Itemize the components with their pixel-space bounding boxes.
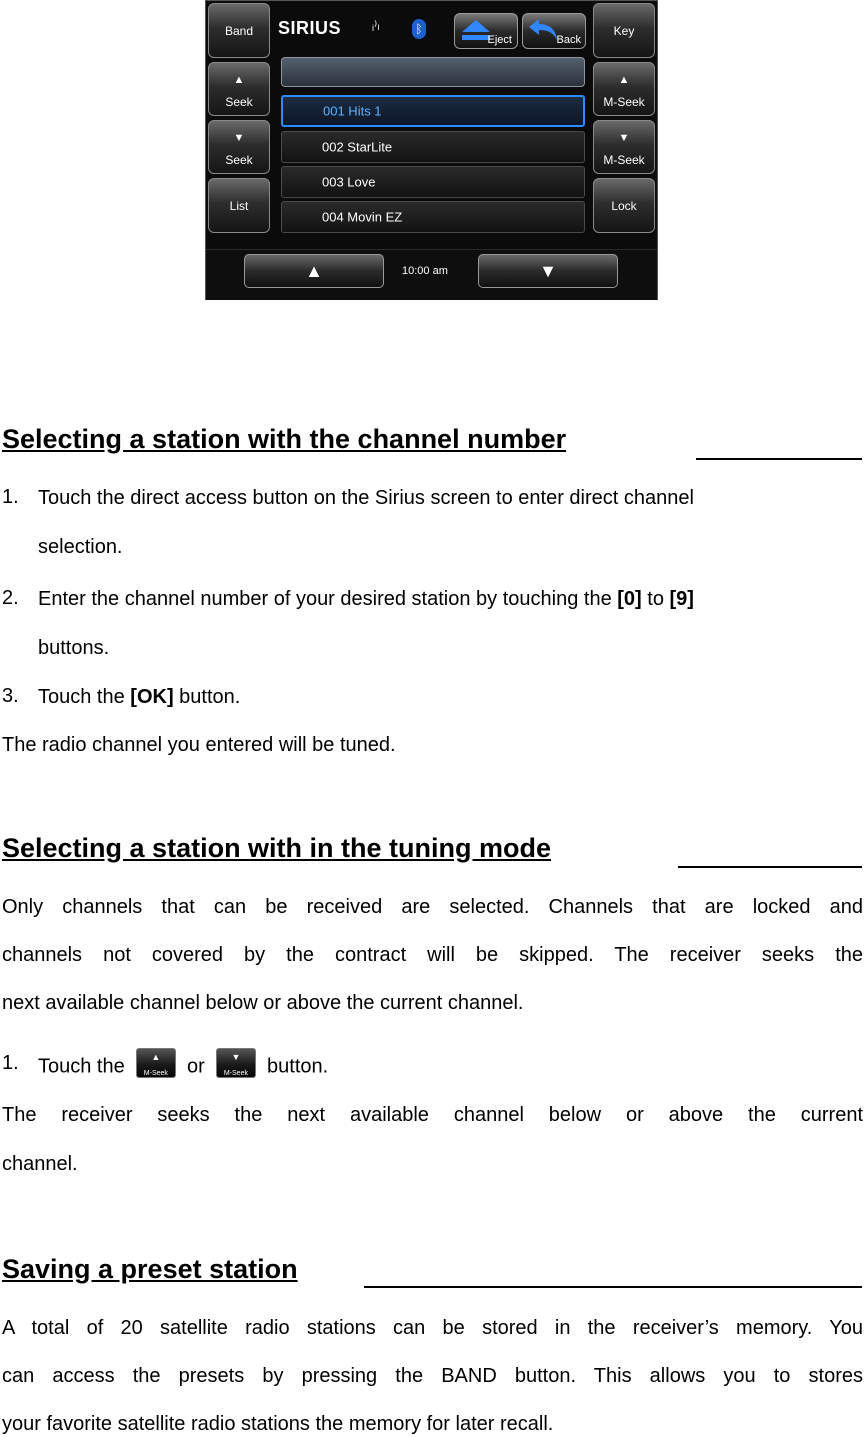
text-run: or <box>186 1055 205 1078</box>
text-run: button. <box>173 686 241 708</box>
up-arrow-icon: ▲ <box>233 74 245 86</box>
m-seek-up-label: M-Seek <box>603 95 645 109</box>
step-number: 1. <box>2 1052 19 1074</box>
up-arrow-icon: ▲ <box>151 1052 161 1062</box>
m-seek-down-icon <box>216 1048 256 1078</box>
down-arrow-icon: ▼ <box>539 261 557 281</box>
direct-access-bar[interactable] <box>281 57 585 87</box>
result-line: channel. <box>2 1153 78 1175</box>
clock: 10:00 am <box>402 265 448 277</box>
paragraph-line: A total of 20 satellite radio stations can be stored in the receiver’s memory. You <box>2 1317 863 1339</box>
step-number: 1. <box>2 486 19 508</box>
back-button[interactable] <box>522 13 586 49</box>
result-text: The radio channel you entered will be tuned. <box>2 734 396 756</box>
step-text: Touch the direct access button on the Sirius screen to enter direct channel <box>38 487 694 509</box>
seek-up-button[interactable] <box>208 62 270 116</box>
down-arrow-icon: ▼ <box>233 132 245 144</box>
section-heading-channel-number: Selecting a station with the channel number <box>2 424 567 454</box>
paragraph-line: your favorite satellite radio stations the memory for later recall. <box>2 1413 554 1435</box>
m-seek-down-label: M-Seek <box>603 153 645 167</box>
channel-label: 001 Hits 1 <box>323 103 382 119</box>
step-text <box>38 1052 328 1082</box>
step-text: selection. <box>38 536 123 558</box>
paragraph-line: next available channel below or above the current channel. <box>2 992 524 1014</box>
sirius-screen-screenshot <box>205 0 658 300</box>
seek-down-label: Seek <box>225 153 253 167</box>
result-line: The receiver seeks the next available channel below or above the current <box>2 1104 863 1126</box>
m-seek-down-button[interactable] <box>593 120 655 174</box>
step-text: buttons. <box>38 637 110 659</box>
text-run: button. <box>267 1055 329 1078</box>
bold-key: [9] <box>669 588 694 610</box>
text-run: Enter the channel number of your desired station by touching the <box>38 588 618 610</box>
text-run: to <box>641 588 670 610</box>
step-number: 3. <box>2 685 19 707</box>
step-number: 2. <box>2 587 19 609</box>
back-arrow-icon <box>527 17 559 43</box>
heading-rule <box>696 458 862 460</box>
channel-item[interactable] <box>281 95 585 127</box>
heading-rule <box>364 1286 862 1288</box>
eject-label: Eject <box>487 34 512 46</box>
up-arrow-icon: ▲ <box>618 74 630 86</box>
icon-label: M-Seek <box>143 1070 168 1077</box>
seek-up-label: Seek <box>225 95 253 109</box>
paragraph-line: Only channels that can be received are selected. Channels that are locked and <box>2 896 863 918</box>
back-label: Back <box>556 34 581 46</box>
paragraph-line: channels not covered by the contract will be skipped. The receiver seeks the <box>2 944 863 966</box>
key-button-label: Key <box>613 23 635 38</box>
section-heading-saving-preset: Saving a preset station <box>2 1254 298 1284</box>
signal-icon: ᵢ⁾ₗ <box>372 18 380 33</box>
eject-button[interactable] <box>454 13 518 49</box>
source-title: SIRIUS <box>278 18 342 38</box>
bold-key: [OK] <box>130 686 174 708</box>
eject-icon <box>461 19 491 41</box>
paragraph-line: can access the presets by pressing the BAND button. This allows you to stores <box>2 1365 863 1387</box>
icon-label: M-Seek <box>223 1070 248 1077</box>
down-arrow-icon: ▼ <box>618 132 630 144</box>
channel-label: 004 Movin EZ <box>322 209 403 225</box>
key-button[interactable] <box>593 3 655 58</box>
bluetooth-icon: ᛒ <box>412 19 426 39</box>
channel-label: 002 StarLite <box>322 139 393 155</box>
text-run: Touch the <box>38 686 131 708</box>
band-button-label: Band <box>224 23 254 38</box>
channel-item[interactable] <box>281 166 585 198</box>
channel-item[interactable] <box>281 131 585 163</box>
channel-item[interactable] <box>281 201 585 233</box>
up-arrow-icon: ▲ <box>305 261 323 281</box>
list-button[interactable] <box>208 178 270 233</box>
bold-key: [0] <box>617 588 642 610</box>
step-text <box>38 685 240 709</box>
lock-button-label: Lock <box>611 198 637 213</box>
step-text <box>38 587 694 611</box>
seek-down-button[interactable] <box>208 120 270 174</box>
section-heading-tuning-mode: Selecting a station with in the tuning mode <box>2 833 552 863</box>
text-run: Touch the <box>38 1055 125 1078</box>
page-up-button[interactable] <box>244 254 384 288</box>
channel-label: 003 Love <box>322 174 376 190</box>
m-seek-up-icon <box>136 1048 176 1078</box>
page-down-button[interactable] <box>478 254 618 288</box>
list-button-label: List <box>229 198 249 213</box>
lock-button[interactable] <box>593 178 655 233</box>
heading-rule <box>678 866 862 868</box>
band-button[interactable] <box>208 3 270 58</box>
m-seek-up-button[interactable] <box>593 62 655 116</box>
down-arrow-icon: ▼ <box>231 1052 241 1062</box>
